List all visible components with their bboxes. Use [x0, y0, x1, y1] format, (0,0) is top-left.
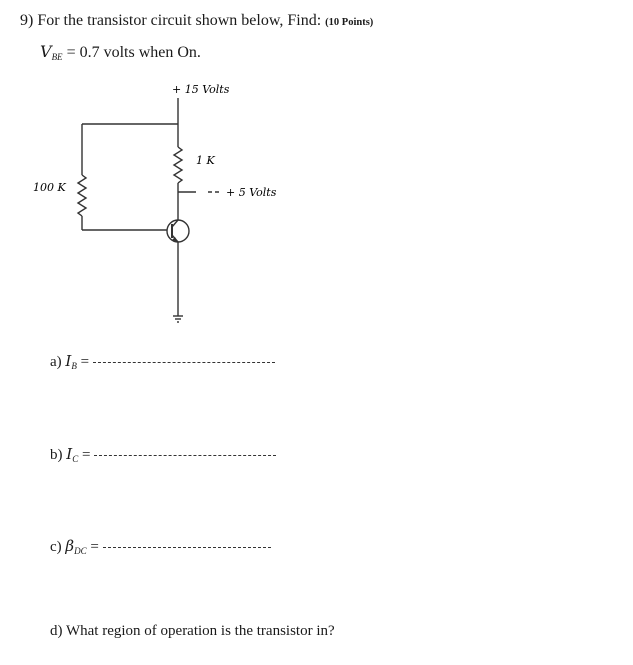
question-header: [20, 12, 373, 30]
part-a: [50, 352, 275, 371]
part-b-symbol: I: [66, 445, 73, 463]
part-a-symbol: I: [65, 352, 72, 370]
part-c-answer-blank[interactable]: [103, 547, 271, 548]
part-a-answer-blank[interactable]: [93, 362, 275, 363]
vbe-value: = 0.7 volts when On.: [66, 44, 201, 61]
part-b-subscript: C: [72, 454, 79, 464]
collector-resistor: [174, 147, 182, 183]
collector-resistor-label: 1 K: [196, 154, 215, 167]
part-d-text: What region of operation is the transistor in?: [65, 623, 335, 639]
part-d-label: d): [50, 623, 63, 639]
collector-voltage-label: + 5 Volts: [226, 186, 277, 199]
part-b-operator: =: [81, 447, 91, 463]
given-vbe: [40, 42, 201, 62]
part-b-answer-blank[interactable]: [94, 455, 276, 456]
transistor-circuit-diagram: [0, 70, 633, 340]
base-resistor: [78, 175, 86, 216]
supply-label: + 15 Volts: [172, 83, 230, 96]
vbe-symbol: V: [40, 42, 52, 61]
question-prompt: For the transistor circuit shown below, Find:: [37, 12, 322, 29]
part-a-subscript: B: [71, 361, 77, 371]
part-c-subscript: DC: [74, 546, 87, 556]
question-number: 9): [20, 12, 34, 29]
part-c-symbol: β: [65, 537, 75, 555]
part-c-operator: =: [90, 539, 99, 555]
part-b-label: b): [50, 447, 63, 463]
part-d: [50, 623, 335, 640]
base-resistor-label: 100 K: [33, 181, 66, 194]
part-a-operator: =: [80, 354, 90, 370]
question-points: (10 Points): [325, 17, 374, 28]
vbe-subscript: BE: [51, 52, 63, 62]
transistor-body: [167, 220, 189, 242]
part-a-label: a): [50, 354, 62, 370]
part-c: [50, 537, 271, 556]
part-c-label: c): [50, 539, 62, 555]
part-b: [50, 445, 276, 464]
